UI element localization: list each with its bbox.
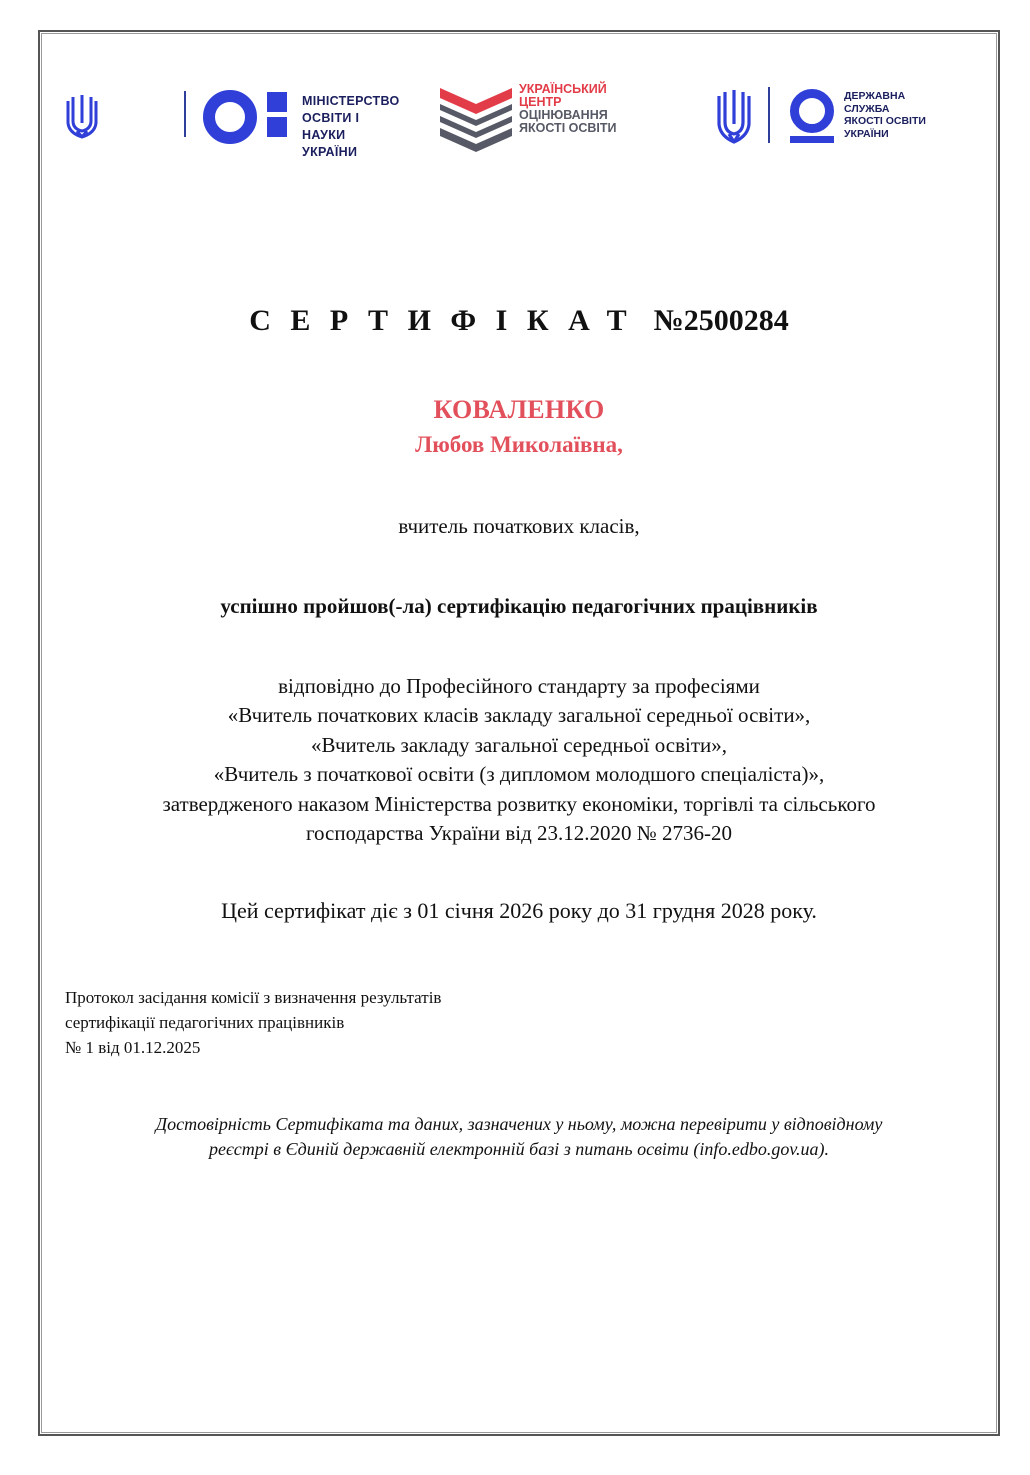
ministry-logo	[65, 85, 400, 159]
standard-line: «Вчитель закладу загальної середньої освіти»,	[310, 733, 728, 757]
holder-position: вчитель початкових класів,	[398, 514, 640, 538]
logo-divider	[768, 87, 770, 143]
title-word: СЕРТИФІКАТ	[249, 304, 647, 337]
verification-line: Достовірність Сертифіката та даних, зазначених у ньому, можна перевірити у відповідному	[155, 1114, 883, 1134]
certificate-title	[41, 304, 997, 338]
ministry-name: МІНІСТЕРСТВО ОСВІТИ І НАУКИ УКРАЇНИ	[302, 94, 400, 159]
standard-line: «Вчитель з початкової освіти (з дипломом молодшого спеціаліста)»,	[213, 762, 825, 786]
protocol-line: № 1 від 01.12.2025	[65, 1038, 201, 1057]
trident-icon	[716, 88, 752, 144]
square-shape-bottom	[267, 117, 287, 137]
standard-line: затвердженого наказом Міністерства розвитку економіки, торгівлі та сільського	[162, 792, 876, 816]
logo-divider	[184, 91, 186, 137]
standard-line: господарства України від 23.12.2020 № 2736-20	[305, 821, 733, 845]
quality-service-logo	[716, 85, 946, 147]
trident-icon	[65, 93, 99, 139]
protocol-line: сертифікації педагогічних працівників	[65, 1013, 345, 1032]
certification-statement: успішно пройшов(-ла) сертифікацію педагогічних працівників	[220, 594, 818, 618]
holder-surname: КОВАЛЕНКО	[433, 395, 605, 424]
certificate-number: №2500284	[653, 304, 789, 337]
holder-given-names: Любов Миколаївна,	[415, 432, 623, 457]
protocol-line: Протокол засідання комісії з визначення результатів	[65, 988, 442, 1007]
ring-shape	[790, 89, 834, 133]
ring-shape	[203, 90, 257, 144]
service-name: ДЕРЖАВНА СЛУЖБА ЯКОСТІ ОСВІТИ УКРАЇНИ	[844, 90, 926, 140]
standard-line: відповідно до Професійного стандарту за професіями	[278, 674, 760, 698]
verification-line: реєстрі в Єдиній державній електронній базі з питань освіти (info.edbo.gov.ua).	[208, 1139, 830, 1159]
assessment-center-logo	[438, 82, 648, 154]
center-name-top: УКРАЇНСЬКИЙ ЦЕНТР	[519, 82, 607, 109]
underline-shape	[790, 136, 834, 143]
center-name-bottom: ОЦІНЮВАННЯ ЯКОСТІ ОСВІТИ	[519, 108, 617, 135]
verification-note	[41, 1112, 997, 1162]
book-chevron-icon	[438, 82, 516, 152]
validity-period: Цей сертифікат діє з 01 січня 2026 року до 31 грудня 2028 року.	[221, 898, 817, 923]
standard-line: «Вчитель початкових класів закладу загальної середньої освіти»,	[227, 703, 811, 727]
protocol-block	[65, 985, 441, 1060]
square-shape-top	[267, 92, 287, 112]
